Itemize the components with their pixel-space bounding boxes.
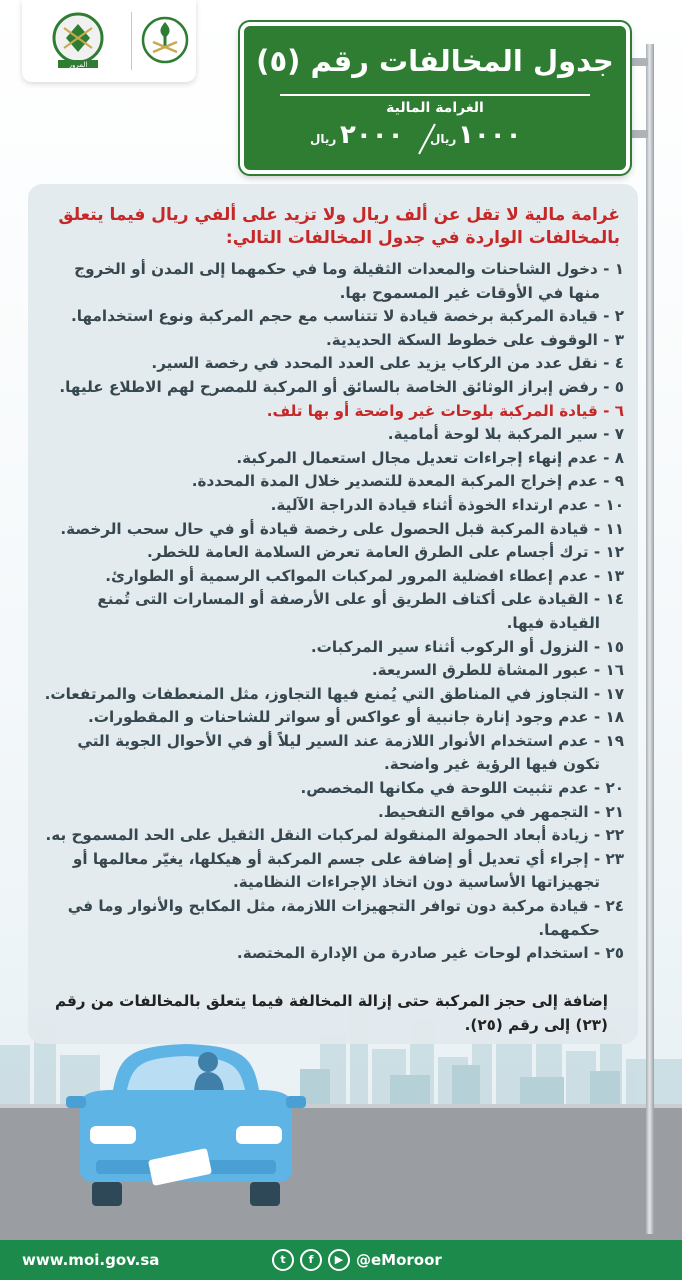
social-handle[interactable]: @eMoroor bbox=[356, 1251, 442, 1269]
fine-max-currency: ريال bbox=[310, 132, 337, 146]
violation-number: ٧ bbox=[614, 425, 624, 444]
violation-number: ١٧ bbox=[605, 684, 624, 703]
violation-text: رفض إبراز الوثائق الخاصة بالسائق أو المركبة للمصرح لهم الاطلاع عليها. bbox=[59, 377, 598, 396]
violation-number: ٢ bbox=[614, 307, 624, 326]
violation-text: قيادة المركبة برخصة قيادة لا تتناسب مع حجم المركبة ونوع استخدامها. bbox=[70, 307, 598, 326]
violation-item: ١٠ - عدم ارتداء الخوذة أثناء قيادة الدراجة الآلية. bbox=[270, 495, 624, 514]
intro-text: غرامة مالية لا تقل عن ألف ريال ولا تزيد على ألفي ريال فيما يتعلق بالمخالفات الواردة في جدول المخالفات التالي: bbox=[58, 205, 620, 248]
violation-item: ٢٤ - قيادة مركبة دون توافر التجهيزات اللازمة، مثل المكابح والأنوار وما في حكمهما. bbox=[67, 897, 624, 939]
fine-max-amount: ٢٠٠٠ bbox=[340, 120, 404, 150]
violation-item: ٢١ - التجمهر في مواقع التفحيط. bbox=[378, 802, 624, 821]
closing-note: إضافة إلى حجز المركبة حتى إزالة المخالفة فيما يتعلق بالمخالفات من رقم (٢٣) إلى رقم (٢٥). bbox=[54, 992, 608, 1034]
violation-item: ١٤ - القيادة على أكتاف الطريق أو على الأرصفة أو المسارات التى تُمنع القيادة فيها. bbox=[97, 590, 624, 632]
fine-range bbox=[244, 120, 626, 160]
facebook-icon[interactable]: f bbox=[300, 1249, 322, 1271]
violation-number: ٢١ bbox=[605, 802, 624, 821]
violation-text: نقل عدد من الركاب يزيد على العدد المحدد في رخصة السير. bbox=[151, 354, 598, 373]
violation-text: عدم إخراج المركبة المعدة للتصدير خلال المدة المحددة. bbox=[191, 472, 598, 491]
violation-text: سير المركبة بلا لوحة أمامية. bbox=[387, 425, 598, 444]
violation-number: ١ bbox=[614, 260, 624, 278]
violation-text: قيادة مركبة دون توافر التجهيزات اللازمة، مثل المكابح والأنوار وما في حكمهما. bbox=[67, 897, 600, 939]
violation-number: ٤ bbox=[614, 354, 624, 373]
footer bbox=[0, 1240, 682, 1280]
violation-item: ٢ - قيادة المركبة برخصة قيادة لا تتناسب مع حجم المركبة ونوع استخدامها. bbox=[70, 307, 624, 326]
logo-header bbox=[22, 0, 196, 82]
violation-number: ١٤ bbox=[605, 590, 624, 609]
violation-number: ١٦ bbox=[605, 661, 624, 680]
violation-text: ترك أجسام على الطرق العامة تعرض السلامة العامة للخطر. bbox=[146, 543, 589, 562]
violation-number: ١٩ bbox=[605, 731, 624, 750]
fine-min-amount: ١٠٠٠ bbox=[458, 120, 522, 150]
violation-number: ١٢ bbox=[605, 543, 624, 562]
violation-number: ٢٥ bbox=[605, 944, 624, 963]
car-illustration bbox=[66, 1036, 306, 1216]
violation-number: ١١ bbox=[605, 519, 624, 538]
sign-pole bbox=[646, 44, 654, 1234]
violation-text: عدم استخدام الأنوار اللازمة عند السير ليلاً أو في الأحوال الجوية التي تكون فيها الرؤية غير واضحة. bbox=[77, 731, 600, 774]
violations-list bbox=[44, 258, 624, 966]
traffic-police-emblem-icon bbox=[38, 8, 118, 72]
violation-item: ٧ - سير المركبة بلا لوحة أمامية. bbox=[387, 425, 624, 444]
violation-item: ٦ - قيادة المركبة بلوحات غير واضحة أو بها تلف. bbox=[266, 401, 624, 420]
fine-min-currency: ريال bbox=[430, 132, 457, 146]
road-sign bbox=[240, 22, 630, 174]
violation-text: استخدام لوحات غير صادرة من الإدارة المختصة. bbox=[236, 944, 589, 963]
violation-item: ١٧ - التجاوز في المناطق التي يُمنع فيها التجاوز، مثل المنعطفات والمرتفعات. bbox=[44, 684, 624, 703]
violation-text: دخول الشاحنات والمعدات الثقيلة وما في حكمهما إلى المدن أو الخروج منها في الأوقات غير المسموح بها. bbox=[74, 260, 600, 302]
website-link[interactable]: www.moi.gov.sa bbox=[22, 1251, 160, 1269]
violation-number: ١٠ bbox=[605, 495, 624, 514]
violation-text: عدم إعطاء افضلية المرور لمركبات المواكب الرسمية أو الطوارئ. bbox=[105, 566, 589, 585]
violation-number: ٥ bbox=[614, 377, 624, 396]
logo-divider bbox=[131, 12, 132, 70]
violation-number: ١٨ bbox=[605, 708, 624, 727]
violation-item: ١٣ - عدم إعطاء افضلية المرور لمركبات المواكب الرسمية أو الطوارئ. bbox=[105, 566, 624, 585]
violation-number: ٣ bbox=[614, 330, 624, 349]
violation-text: عدم وجود إنارة جانبية أو عواكس أو سواتر للشاحنات و المقطورات. bbox=[87, 708, 589, 727]
violation-item: ١٢ - ترك أجسام على الطرق العامة تعرض السلامة العامة للخطر. bbox=[146, 543, 624, 562]
violation-item: ٢٠ - عدم تثبيت اللوحة في مكانها المخصص. bbox=[300, 779, 624, 798]
violation-item: ١٨ - عدم وجود إنارة جانبية أو عواكس أو سواتر للشاحنات و المقطورات. bbox=[87, 708, 624, 727]
emblem-label: المرور bbox=[68, 61, 88, 69]
violation-text: الوقوف على خطوط السكة الحديدية. bbox=[325, 330, 598, 349]
violation-text: التجمهر في مواقع التفحيط. bbox=[378, 802, 589, 821]
violation-number: ٢٢ bbox=[605, 826, 624, 845]
sign-title: جدول المخالفات رقم (٥) bbox=[256, 44, 614, 78]
fine-label: الغرامة المالية bbox=[386, 100, 484, 116]
violation-text: عدم تثبيت اللوحة في مكانها المخصص. bbox=[300, 779, 589, 798]
violation-text: القيادة على أكتاف الطريق أو على الأرصفة أو المسارات التى تُمنع القيادة فيها. bbox=[97, 590, 600, 632]
violation-number: ٨ bbox=[614, 448, 624, 467]
violation-item: ١١ - قيادة المركبة قبل الحصول على رخصة قيادة أو في حال سحب الرخصة. bbox=[60, 519, 624, 538]
violation-number: ٦ bbox=[614, 401, 624, 420]
violation-number: ٢٠ bbox=[605, 779, 624, 798]
sign-divider bbox=[280, 94, 590, 96]
youtube-icon[interactable]: ▶ bbox=[328, 1249, 350, 1271]
violation-number: ١٥ bbox=[605, 637, 624, 656]
violation-item: ٤ - نقل عدد من الركاب يزيد على العدد المحدد في رخصة السير. bbox=[151, 354, 624, 373]
violation-text: التجاوز في المناطق التي يُمنع فيها التجاوز، مثل المنعطفات والمرتفعات. bbox=[44, 684, 589, 703]
violation-item: ٢٥ - استخدام لوحات غير صادرة من الإدارة المختصة. bbox=[236, 944, 624, 963]
violation-text: زيادة أبعاد الحمولة المنقولة لمركبات النقل الثقيل على الحد المسموح به. bbox=[45, 826, 589, 845]
violation-text: عبور المشاة للطرق السريعة. bbox=[371, 661, 589, 680]
violation-item: ٢٣ - إجراء أي تعديل أو إضافة على جسم المركبة أو هيكلها، يغيّر معالمها أو تجهيزاتها الأساسية دون اتخاذ الإجراءات النظامية. bbox=[72, 849, 624, 892]
violation-number: ٩ bbox=[614, 472, 624, 491]
violation-text: النزول أو الركوب أثناء سير المركبات. bbox=[310, 637, 589, 656]
violation-item: ٣ - الوقوف على خطوط السكة الحديدية. bbox=[325, 330, 624, 349]
violation-text: إجراء أي تعديل أو إضافة على جسم المركبة أو هيكلها، يغيّر معالمها أو تجهيزاتها الأساسية دون اتخاذ الإجراءات النظامية. bbox=[72, 849, 600, 892]
violation-text: عدم إنهاء إجراءات تعديل مجال استعمال المركبة. bbox=[236, 448, 598, 467]
violation-text: قيادة المركبة قبل الحصول على رخصة قيادة أو في حال سحب الرخصة. bbox=[60, 519, 589, 538]
violation-text: عدم ارتداء الخوذة أثناء قيادة الدراجة الآلية. bbox=[270, 495, 589, 514]
twitter-icon[interactable]: t bbox=[272, 1249, 294, 1271]
violation-item: ٥ - رفض إبراز الوثائق الخاصة بالسائق أو المركبة للمصرح لهم الاطلاع عليها. bbox=[59, 377, 624, 396]
violation-item: ٨ - عدم إنهاء إجراءات تعديل مجال استعمال المركبة. bbox=[236, 448, 624, 467]
violation-item: ١ - دخول الشاحنات والمعدات الثقيلة وما في حكمهما إلى المدن أو الخروج منها في الأوقات غير المسموح بها. bbox=[74, 260, 624, 302]
violation-item: ٩ - عدم إخراج المركبة المعدة للتصدير خلال المدة المحددة. bbox=[191, 472, 624, 491]
violation-text: قيادة المركبة بلوحات غير واضحة أو بها تلف. bbox=[266, 401, 598, 420]
violation-number: ١٣ bbox=[605, 566, 624, 585]
violation-item: ٢٢ - زيادة أبعاد الحمولة المنقولة لمركبات النقل الثقيل على الحد المسموح به. bbox=[45, 826, 624, 845]
violation-item: ١٦ - عبور المشاة للطرق السريعة. bbox=[371, 661, 624, 680]
violation-number: ٢٤ bbox=[605, 897, 624, 916]
violation-number: ٢٣ bbox=[605, 849, 624, 868]
violation-item: ١٥ - النزول أو الركوب أثناء سير المركبات. bbox=[310, 637, 624, 656]
saudi-emblem-icon bbox=[140, 8, 190, 72]
violation-item: ١٩ - عدم استخدام الأنوار اللازمة عند السير ليلاً أو في الأحوال الجوية التي تكون فيها الرؤية غير واضحة. bbox=[77, 731, 624, 774]
